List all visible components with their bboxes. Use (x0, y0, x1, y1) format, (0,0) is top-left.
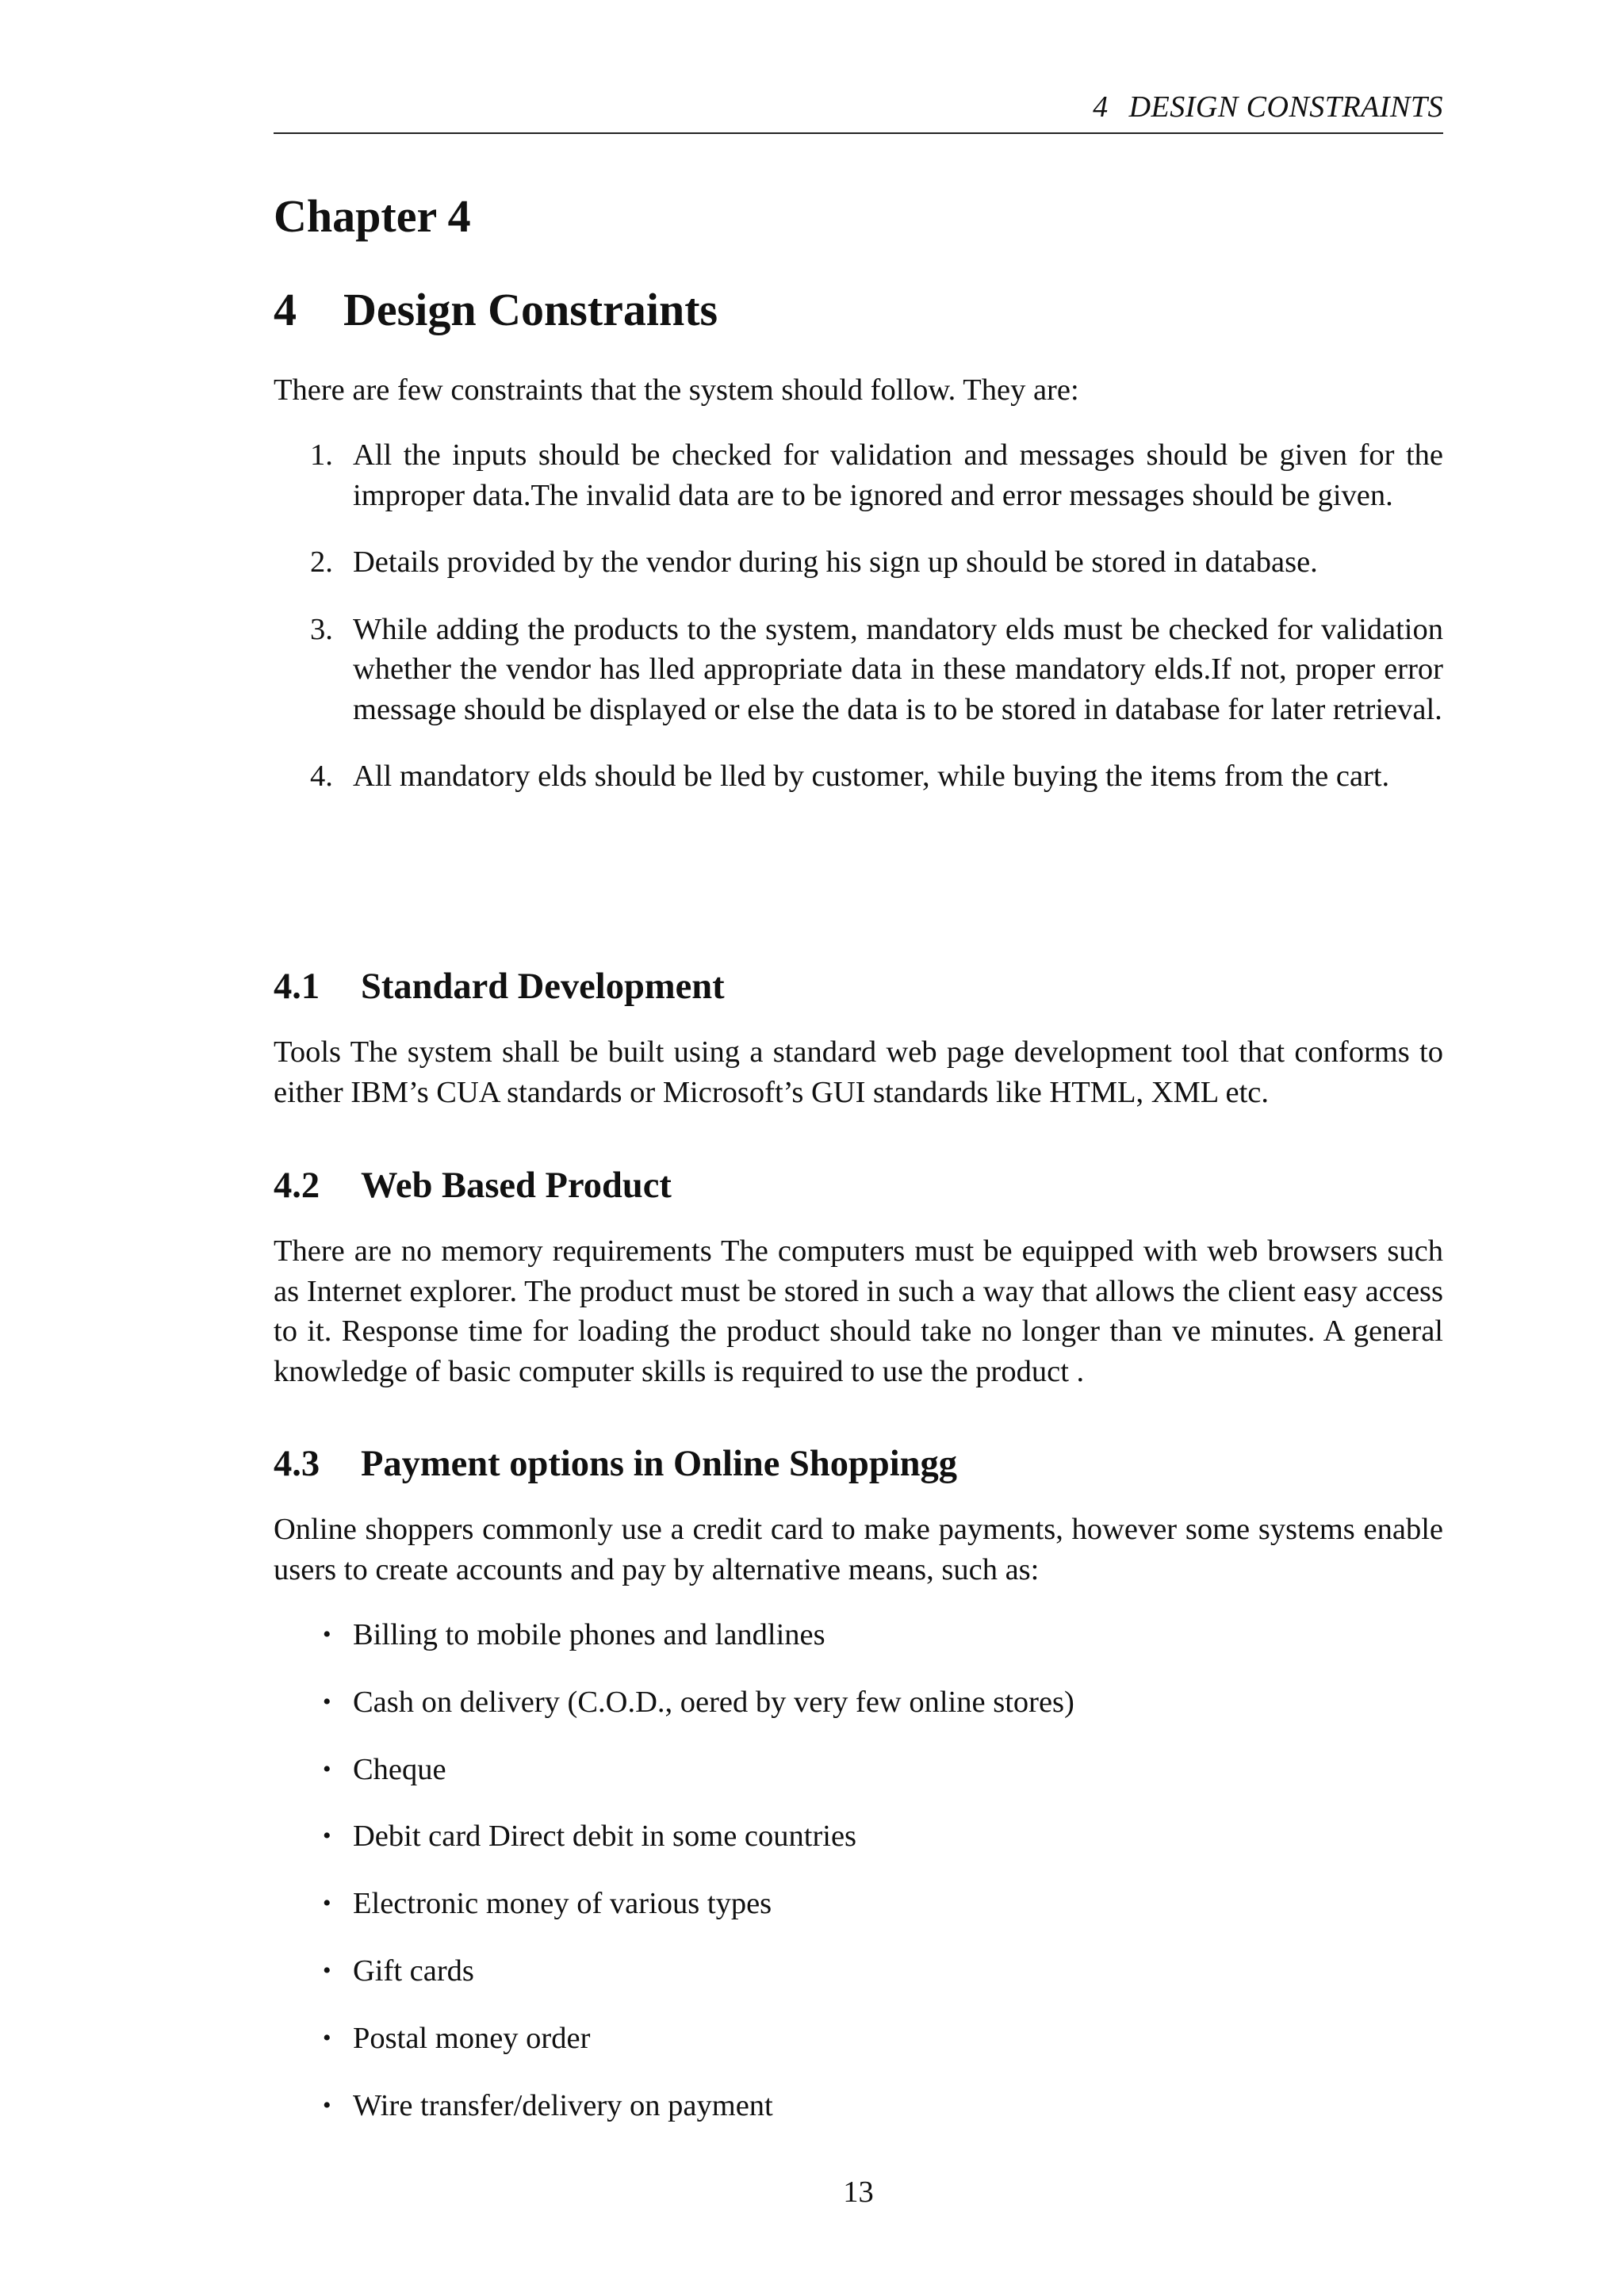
payment-options-list (274, 1615, 1443, 2152)
subsection-body: Online shoppers commonly use a credit card to make payments, however some systems enable users to create accounts and pay by alternative means, such as: (274, 1513, 1443, 1586)
list-item (274, 2086, 1443, 2126)
list-item (274, 435, 1443, 515)
list-marker: 3. (310, 612, 333, 646)
list-item-text: Details provided by the vendor during his sign up should be stored in database. (353, 545, 1318, 579)
section-title (274, 282, 718, 338)
list-item (274, 1682, 1443, 1723)
bullet-marker: • (323, 1890, 331, 1917)
list-item-text: Cheque (353, 1752, 446, 1786)
section-intro: There are few constraints that the system should follow. They are: (274, 373, 1079, 407)
list-marker: 4. (310, 760, 333, 793)
list-marker: 2. (310, 545, 333, 579)
running-head (274, 89, 1443, 125)
running-head-number: 4 (1093, 90, 1109, 124)
subsection-title: Payment options in Online Shoppingg (361, 1444, 957, 1484)
list-item (274, 1816, 1443, 1857)
bullet-marker: • (323, 1823, 331, 1850)
section-title-text: Design Constraints (343, 284, 718, 335)
subsection-number: 4.2 (274, 1165, 320, 1206)
bullet-marker: • (323, 2024, 331, 2051)
list-item (274, 610, 1443, 730)
subsection-number: 4.1 (274, 966, 320, 1007)
list-item-text: Cash on delivery (C.O.D., oered by very few online stores) (353, 1685, 1074, 1719)
chapter-label: Chapter 4 (274, 190, 471, 242)
list-item-text: Postal money order (353, 2021, 591, 2055)
list-item-text: Electronic money of various types (353, 1887, 772, 1921)
header-rule (274, 132, 1443, 134)
subsection-number: 4.3 (274, 1444, 320, 1484)
subsection-body: Tools The system shall be built using a standard web page development tool that conforms to either IBM’s CUA standards or Microsoft’s GUI standards like HTML, XML etc. (274, 1035, 1443, 1109)
list-item (274, 756, 1443, 797)
list-marker: 1. (310, 438, 333, 472)
subsection-title: Standard Development (361, 966, 725, 1007)
running-head-title: DESIGN CONSTRAINTS (1128, 90, 1443, 124)
subsection-heading-4-1 (274, 965, 725, 1009)
list-item-text: While adding the products to the system, mandatory elds must be checked for validation whether the vendor has lled appropriate data in these mandatory elds.If not, proper error message should be displayed or else the data is to be stored in database for later retrieval. (353, 612, 1443, 726)
bullet-marker: • (323, 1688, 331, 1715)
section-number: 4 (274, 284, 297, 335)
list-item (274, 1750, 1443, 1790)
bullet-marker: • (323, 1957, 331, 1984)
list-item (274, 1884, 1443, 1924)
list-item (274, 2019, 1443, 2059)
page-number: 13 (843, 2175, 874, 2209)
subsection-title: Web Based Product (361, 1165, 672, 1206)
list-item-text: All the inputs should be checked for validation and messages should be given for the improper data.The invalid data are to be ignored and error messages should be given. (353, 438, 1443, 512)
constraints-list (274, 435, 1443, 824)
list-item (274, 1615, 1443, 1655)
list-item-text: All mandatory elds should be lled by customer, while buying the items from the cart. (353, 760, 1390, 793)
bullet-marker: • (323, 2091, 331, 2118)
list-item (274, 542, 1443, 583)
bullet-marker: • (323, 1755, 331, 1782)
list-item-text: Billing to mobile phones and landlines (353, 1618, 825, 1651)
subsection-heading-4-3 (274, 1442, 957, 1487)
list-item-text: Debit card Direct debit in some countries (353, 1820, 857, 1854)
document-page (274, 0, 1443, 2296)
list-item-text: Gift cards (353, 1954, 474, 1988)
subsection-body: There are no memory requirements The computers must be equipped with web browsers such as Internet explorer. The product must be stored in such a way that allows the client easy access to it. Response time for loading the product should take no longer than ve minutes. A general knowledge of basic computer skills is required to use the product . (274, 1234, 1443, 1388)
bullet-marker: • (323, 1621, 331, 1647)
list-item (274, 1951, 1443, 1992)
list-item-text: Wire transfer/delivery on payment (353, 2088, 773, 2122)
subsection-heading-4-2 (274, 1164, 672, 1208)
